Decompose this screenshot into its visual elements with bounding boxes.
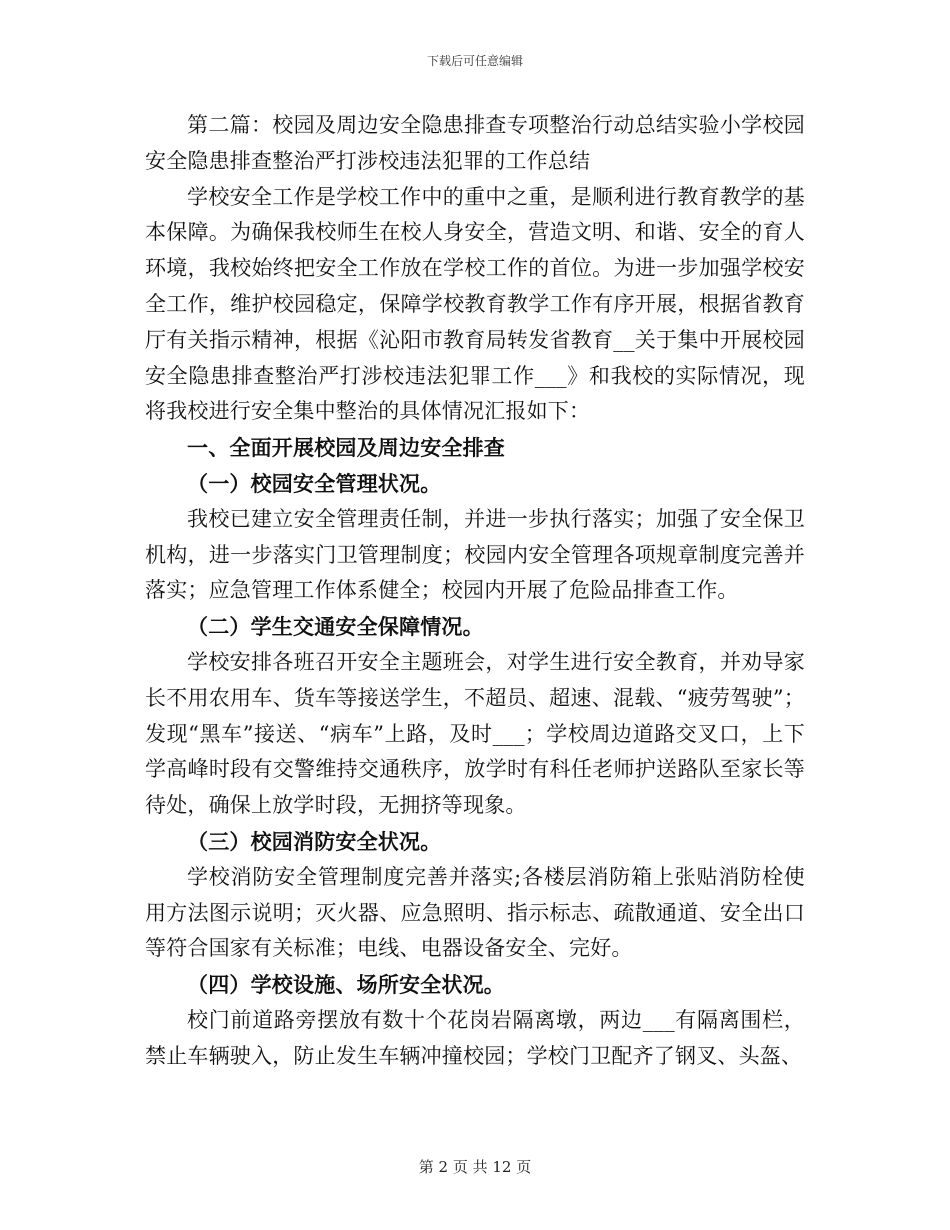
subsection-heading-3: （三）校园消防安全状况。 <box>187 828 442 854</box>
page-footer-number: 第 2 页 共 12 页 <box>418 1158 532 1176</box>
paragraph-management: 我校已建立安全管理责任制，并进一步执行落实；加强了安全保卫机构，进一步落实门卫管理制度；校园内安全管理各项规章制度完善并落实；应急管理工作体系健全；校园内开展了危险品排查工作。 <box>145 506 805 603</box>
paragraph-facilities: 校门前道路旁摆放有数十个花岗岩隔离墩，两边___有隔离围栏，禁止车辆驶入，防止发生车辆冲撞校园；学校门卫配齐了钢叉、头盔、 <box>145 1007 805 1068</box>
paragraph-intro: 学校安全工作是学校工作中的重中之重，是顺利进行教育教学的基本保障。为确保我校师生在校人身安全，营造文明、和谐、安全的育人环境，我校始终把安全工作放在学校工作的首位。为进一步加强学校安全工作，维护校园稳定，保障学校教育教学工作有序开展，根据省教育厅有关指示精神，根据《沁阳市教育局转发省教育__关于集中开展校园安全隐患排查整治严打涉校违法犯罪工作___》和我校的实际情况，现将我校进行安全集中整治的具体情况汇报如下： <box>145 184 805 424</box>
subsection-heading-2: （二）学生交通安全保障情况。 <box>187 614 484 640</box>
page-header-note: 下载后可任意编辑 <box>426 54 523 68</box>
paragraph-traffic: 学校安排各班召开安全主题班会，对学生进行安全教育，并劝导家长不用农用车、货车等接送学生，不超员、超速、混载、“疲劳驾驶”；发现“黑车”接送、“病车”上路，及时___；学校周边道路交叉口，上下学高峰时段有交警维持交通秩序，放学时有科任老师护送路队至家长等待处，确保上放学时段，无拥挤等现象。 <box>145 649 805 818</box>
paragraph-fire: 学校消防安全管理制度完善并落实;各楼层消防箱上张贴消防栓使用方法图示说明；灭火器、应急照明、指示标志、疏散通道、安全出口等符合国家有关标准；电线、电器设备安全、完好。 <box>145 864 805 961</box>
section-heading-1: 一、全面开展校园及周边安全排查 <box>187 435 505 461</box>
subsection-heading-4: （四）学校设施、场所安全状况。 <box>187 972 505 998</box>
paragraph-title: 第二篇：校园及周边安全隐患排查专项整治行动总结实验小学校园安全隐患排查整治严打涉校违法犯罪的工作总结 <box>145 113 805 173</box>
document-body <box>145 108 805 1075</box>
subsection-heading-1: （一）校园安全管理状况。 <box>187 470 442 496</box>
